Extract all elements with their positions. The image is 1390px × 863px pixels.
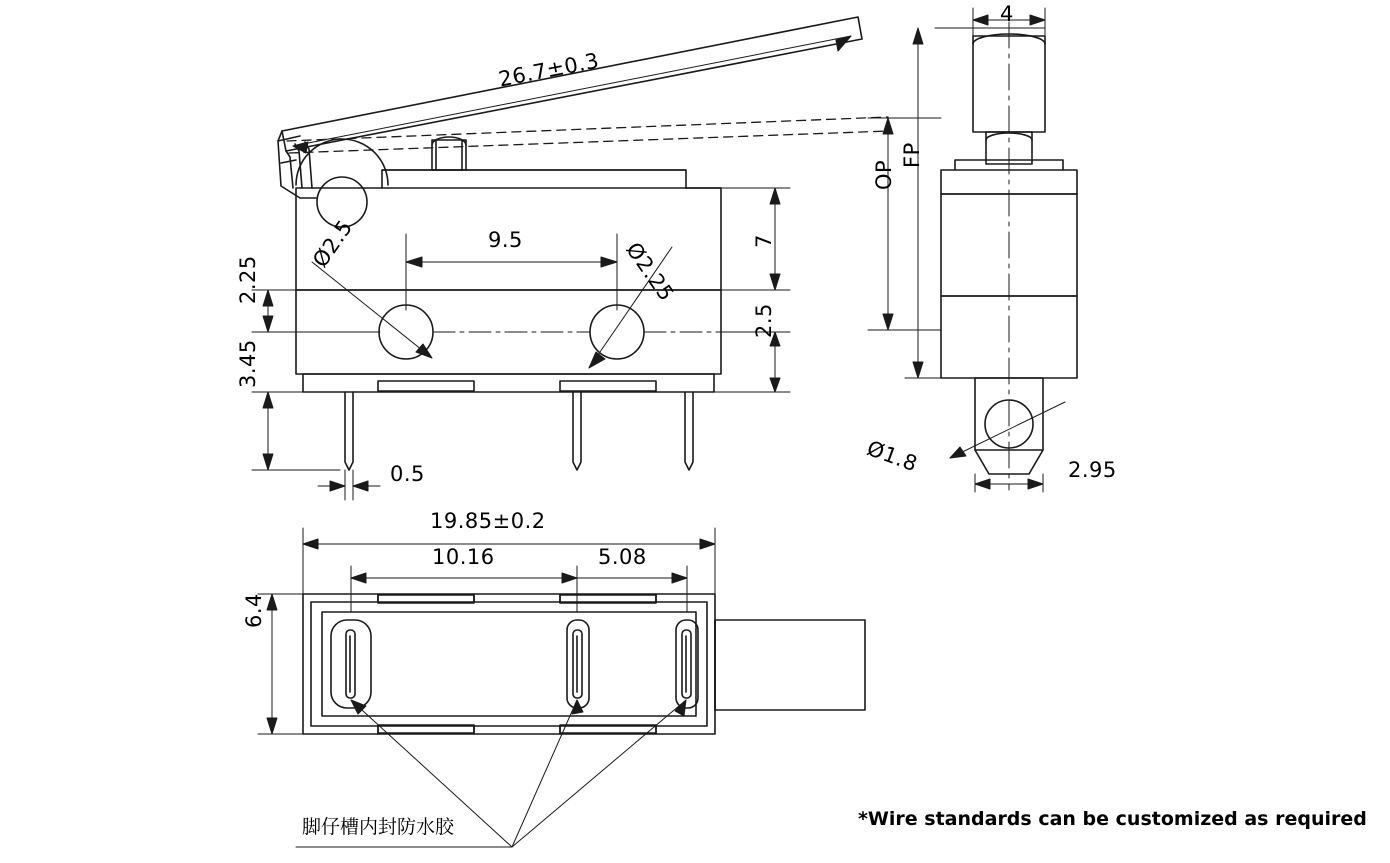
leader-dia-2p5 (312, 262, 432, 358)
dim-label-hole-height: 2.25 (236, 255, 260, 304)
dim-terminal-thickness (318, 470, 380, 500)
dim-label-terminal-thickness: 0.5 (390, 462, 425, 486)
bottom-terminal-slots (331, 620, 698, 708)
dim-label-pitch-outer: 10.16 (432, 545, 495, 569)
dim-label-wire-exit-width: 2.95 (1068, 458, 1117, 482)
dim-label-op: OP (872, 159, 896, 190)
plunger-top (432, 137, 466, 170)
dim-label-body-height: 7 (752, 234, 776, 248)
dim-body-length (303, 528, 715, 594)
dim-label-plunger-width: 4 (1000, 2, 1014, 26)
dim-label-hole-dia-left: Ø2.5 (308, 215, 358, 272)
dim-label-base-height: 2.5 (752, 303, 776, 338)
terminals-side (345, 392, 693, 470)
bottom-wire-exit (715, 620, 865, 710)
dim-pitch-5p08 (577, 566, 687, 612)
mounting-hole-right (590, 305, 644, 359)
dim-label-body-width: 6.4 (242, 593, 266, 628)
dim-fp (905, 28, 1077, 378)
dim-label-pitch-inner: 5.08 (598, 545, 647, 569)
dim-label-lever-length: 26.7±0.3 (496, 48, 602, 92)
lever-arm-depressed (287, 117, 889, 153)
dim-base-height (714, 332, 790, 392)
dim-hole-height (252, 290, 380, 332)
dim-label-terminal-length: 3.45 (236, 339, 260, 388)
note-wire-standards: *Wire standards can be customized as required (858, 808, 1367, 830)
dim-pitch-10p16 (351, 566, 577, 612)
dim-label-hole-dia-right: Ø2.25 (621, 238, 679, 306)
bottom-base-plate (378, 594, 656, 734)
dim-label-fp: FP (900, 142, 924, 168)
note-chinese-waterproof-glue: 脚仔槽内封防水胶 (302, 816, 455, 838)
switch-base (303, 374, 714, 392)
dim-label-body-length: 19.85±0.2 (430, 509, 546, 533)
dim-terminal-length (252, 392, 340, 470)
dim-label-wire-hole-dia: Ø1.8 (863, 436, 921, 477)
dim-label-hole-pitch: 9.5 (488, 228, 523, 252)
